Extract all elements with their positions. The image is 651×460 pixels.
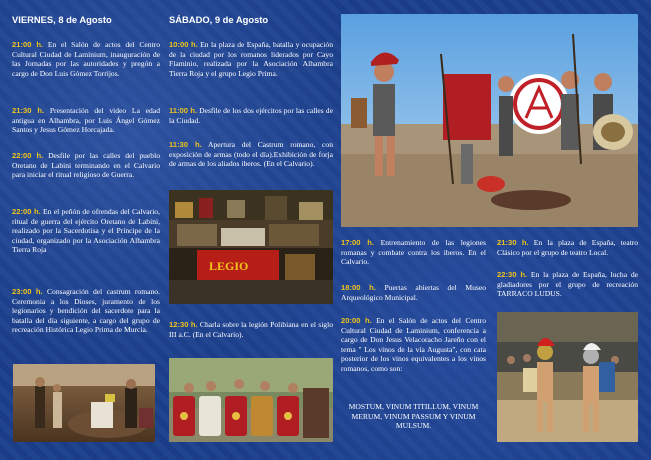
event-item [341, 316, 486, 374]
event-time: 18:00 h. [341, 283, 376, 292]
event-time: 23:00 h. [12, 287, 43, 296]
event-time: 20:00 h. [341, 316, 372, 325]
wine-list: MOSTUM, VINUM TITILLUM, VINUM MERUM, VINUM PASSUM Y VINUM MULSUM. [348, 402, 479, 431]
event-item [12, 287, 160, 335]
event-text: Charla sobre la legión Polibiana en el siglo III a.C. (En el Calvario). [169, 320, 334, 339]
event-text: Apertura del Castrum romano, con exposición de armas (todo el día).Exhibición de forja de armas de los aliados iberos. (En el Calvario). [169, 140, 333, 169]
photo-battle [341, 14, 638, 227]
day-heading-friday: VIERNES, 8 de Agosto [12, 14, 112, 25]
column-saturday [169, 0, 334, 339]
photo-weapons-exhibition [169, 190, 333, 304]
event-text: En el Salón de actos del Centro Cultural Ciudad de Laminium, inauguración de las Jornadas por las autoridades y pregón a cargo de Don Luis Gómez Torrijos. [12, 40, 160, 78]
event-item [169, 140, 333, 169]
event-text: Desfile de los dos ejércitos por las calles de la Ciudad. [169, 106, 333, 125]
event-time: 11:30 h. [169, 140, 202, 149]
event-time: 22:30 h. [497, 270, 528, 279]
event-item [12, 40, 160, 78]
event-time: 11:00 h. [169, 106, 198, 115]
column-friday [12, 0, 160, 335]
event-text: En la plaza de España, teatro Clásico por el grupo de teatro Local. [497, 238, 638, 257]
photo-legion-shields [169, 358, 333, 442]
event-item [12, 151, 160, 180]
event-text: Entrenamiento de las legiones romanas y combate contra los iberos. En el Calvario. [341, 238, 487, 267]
event-time: 21:30 h. [497, 238, 529, 247]
event-time: 12:30 h. [169, 320, 198, 329]
event-time: 10:00 h. [169, 40, 198, 49]
event-item [12, 207, 160, 255]
event-text: En la plaza de España, lucha de gladiadores por el grupo de recreación TARRACO LUDUS. [497, 270, 638, 299]
event-time: 17:00 h. [341, 238, 374, 247]
event-text: Consagración del castrum romano. Ceremonia a los Dioses, juramento de los legionarios y bendición del sacerdote para la batalla del día siguiente, a cargo del grupo de recreación Histórica Legio Prima de Murcia. [12, 287, 160, 335]
event-time: 22:00 h. [12, 207, 41, 216]
event-text: En el Salón de actos del Centro Cultural Ciudad de Laminium, conferencia a cargo de Don Jesus Velacoracho Jareño con el tema " Los vinos de la vía Augusta", con cata posterior de los vinos equivalentes a los vinos romanos, como son: [341, 316, 486, 373]
event-text: En el peñón de ofrendas del Calvario, ritual de guerra del ejército Oretano de Labini, realizado por la Sacerdotisa y el Príncipe de la ciudad, organizado por la Asociación Alhambra Tierra Roja [12, 207, 160, 255]
photo-gladiators [497, 312, 638, 442]
event-item [497, 270, 638, 299]
event-item [169, 320, 333, 339]
event-time: 21:30 h. [12, 106, 45, 115]
event-text: Desfile por las calles del pueblo Oretano de Labini terminando en el Calvario para iniciar el ritual religioso de Guerra. [12, 151, 160, 180]
event-item [341, 283, 486, 302]
event-item [341, 238, 486, 267]
event-text: Puertas abiertas del Museo Arqueológico Municipal. [341, 283, 486, 302]
photo-ritual [13, 364, 155, 442]
event-item [12, 106, 160, 135]
day-heading-saturday: SÁBADO, 9 de Agosto [169, 14, 269, 25]
event-item [497, 238, 638, 257]
banner-text: LEGIO [209, 259, 249, 273]
event-item [169, 106, 333, 125]
event-item [169, 40, 333, 78]
event-time: 22:00 h. [12, 151, 44, 160]
event-text: En la plaza de España, batalla y ocupación de la ciudad por los romanos liderados por Cayo Flaminio, realizada por la Asociación Alhambra Tierra Roja y el grupo Legio Prima. [169, 40, 333, 78]
event-text: Presentación del video La edad antigua en Alhambra, por Luis Ángel Gómez Santos y Jesus Gómez Horcajada. [12, 106, 160, 135]
event-time: 21:00 h. [12, 40, 44, 49]
